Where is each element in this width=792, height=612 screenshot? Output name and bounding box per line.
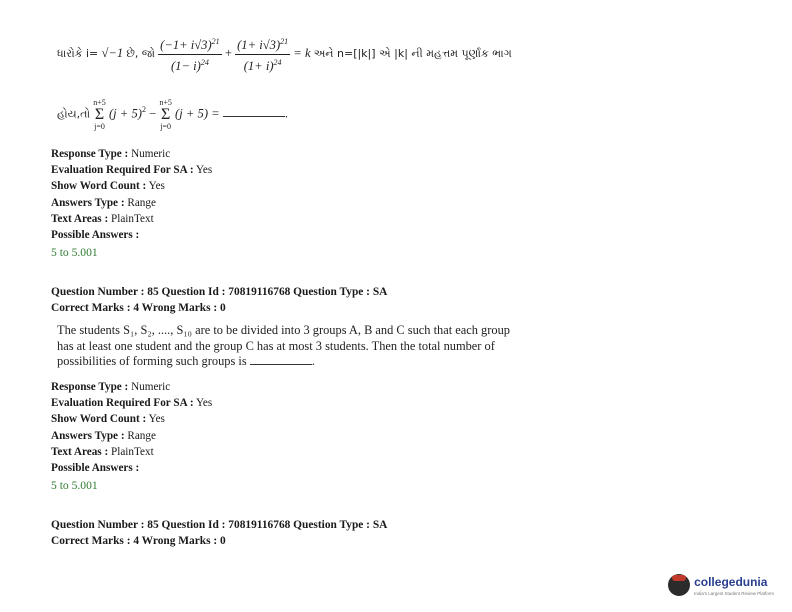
- mascot-icon: [668, 574, 690, 596]
- q1-frac2-num-exp: 21: [280, 37, 289, 46]
- q1-sum-1: [93, 98, 106, 131]
- logo-name: collegedunia: [694, 575, 768, 589]
- q1-line2-prefix: હોય,તો: [57, 107, 91, 121]
- meta1-possible-label: Possible Answers :: [51, 229, 140, 242]
- q85b-header-line-1: Question Number : 85 Question Id : 70819116768 Question Type : SA: [51, 519, 388, 531]
- meta2-text-areas: Text Areas : PlainText: [51, 445, 154, 458]
- sigma-icon: Σ: [160, 106, 171, 123]
- meta1-text-areas: Text Areas : PlainText: [51, 212, 154, 225]
- meta1-evaluation: Evaluation Required For SA : Yes: [51, 164, 213, 177]
- q1-minus: −: [149, 106, 157, 121]
- q1-sqrt: √−1: [101, 46, 124, 61]
- answer-blank: [250, 363, 312, 365]
- q1-frac2-den-exp: 24: [273, 57, 282, 67]
- meta2-possible-label: Possible Answers :: [51, 462, 140, 475]
- metadata-block-2: [51, 379, 351, 494]
- q85a-line-3: possibilities of forming such groups is .: [57, 354, 315, 368]
- q1-term2: (j + 5) =: [175, 106, 220, 121]
- q1-sum-2: [159, 98, 172, 131]
- question-1-line-1: [57, 34, 617, 76]
- q1-frac1-den: (1− i): [170, 58, 201, 73]
- q85a-line-1: The students S₁, S₂, ...., S₁₀ are to be divided into 3 groups A, B and C such that each group: [57, 323, 510, 337]
- sigma-icon: Σ: [94, 106, 105, 123]
- q1-fraction-1: [158, 34, 222, 74]
- q1-frac1-num: (−1+ i√3): [160, 38, 212, 53]
- q1-sum2-lower: j=0: [160, 122, 171, 131]
- q85b-header-line-2: Correct Marks : 4 Wrong Marks : 0: [51, 535, 226, 547]
- q1-term1-exp: 2: [141, 105, 146, 115]
- question-85-header: [51, 284, 501, 316]
- q1-frac2-num: (1+ i√3): [237, 38, 281, 53]
- meta1-response-type: Response Type : Numeric: [51, 148, 171, 160]
- meta2-response-type: Response Type : Numeric: [51, 381, 171, 393]
- question-1-line-2: [57, 98, 457, 138]
- meta1-answers-type: Answers Type : Range: [51, 196, 156, 209]
- logo-tagline: India's Largest Student Review Platform: [694, 591, 774, 596]
- q1-sum1-upper: n+5: [93, 98, 106, 107]
- q1-frac2-den: (1+ i): [243, 58, 274, 73]
- meta2-possible-answer: 5 to 5.001: [51, 479, 98, 493]
- q1-term1: (j + 5): [108, 106, 142, 121]
- q1-frac1-den-exp: 24: [200, 57, 209, 67]
- q1-rest: અને n=[|k|] એ |k| ની મહત્તમ પૂર્ણાંક ભાગ: [313, 47, 512, 61]
- meta1-possible-answer: 5 to 5.001: [51, 246, 98, 260]
- q1-plus: +: [224, 46, 232, 61]
- q1-end-dot: .: [284, 106, 288, 121]
- q1-frac1-num-exp: 21: [211, 37, 220, 46]
- metadata-block-1: [51, 146, 351, 261]
- answer-blank: [223, 115, 285, 117]
- meta2-evaluation: Evaluation Required For SA : Yes: [51, 397, 213, 410]
- q85a-line-2: has at least one student and the group C has at most 3 students. Then the total number of: [57, 338, 495, 353]
- logo-text: [694, 573, 774, 596]
- q85a-header-line-2: Correct Marks : 4 Wrong Marks : 0: [51, 302, 226, 314]
- collegedunia-logo: [668, 573, 774, 596]
- meta1-word-count: Show Word Count : Yes: [51, 180, 165, 193]
- q1-fraction-2: [235, 34, 290, 74]
- question-85-text: [57, 323, 587, 370]
- q1-chhe: છે, જો: [126, 47, 155, 61]
- meta2-answers-type: Answers Type : Range: [51, 429, 156, 442]
- q1-sum2-upper: n+5: [159, 98, 172, 107]
- q1-equals-k: = k: [293, 46, 311, 61]
- meta2-word-count: Show Word Count : Yes: [51, 413, 165, 426]
- q85a-header-line-1: Question Number : 85 Question Id : 70819116768 Question Type : SA: [51, 286, 388, 298]
- question-85-header-repeat: [51, 517, 501, 549]
- q1-intro: ધારોકે i=: [57, 47, 99, 61]
- q1-sum1-lower: j=0: [94, 122, 105, 131]
